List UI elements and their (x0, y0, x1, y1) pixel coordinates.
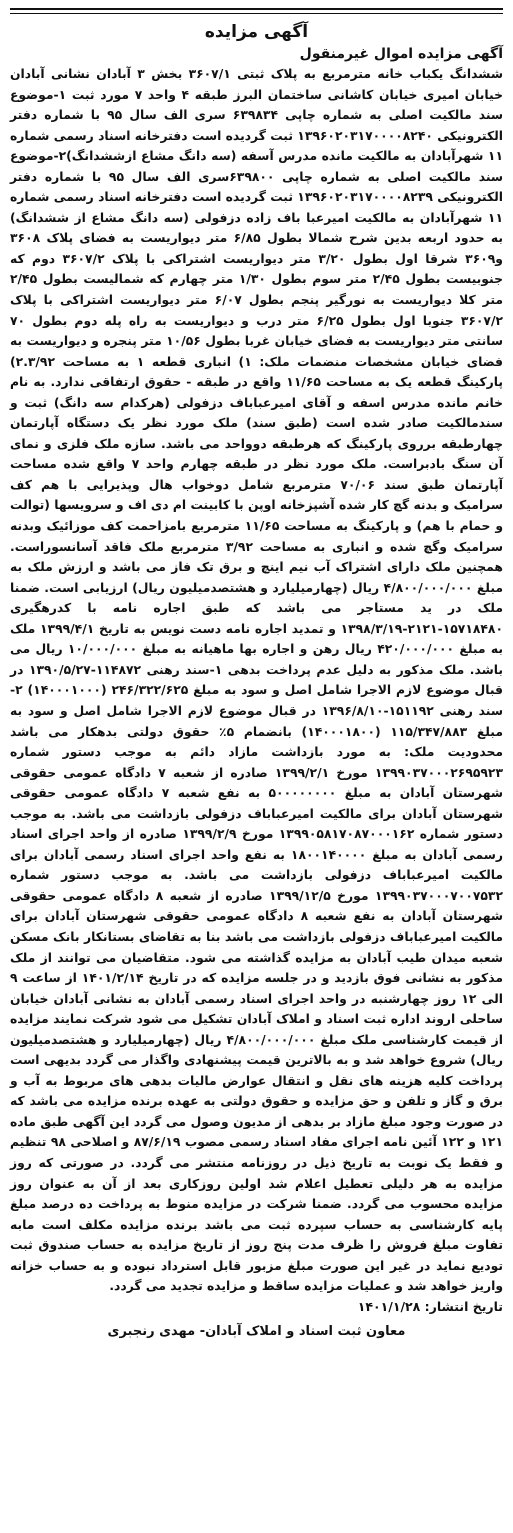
top-rule (10, 8, 503, 10)
notice-body-text: ششدانگ یکباب خانه مترمربع به پلاک ثبتی ۳۶۰۷/۱ بخش ۳ آبادان نشانی آبادان خیابان امیری خیابان کاشانی ساختمان البرز طبقه ۴ واحد ۷ مورد ثبت ۱-موضوع سند مالکیت اصلی به شماره چاپی ۶۳۹۸۳۴ سری الف سال ۹۵ با شماره دفتر الکترونیکی ۱۳۹۶۰۲۰۳۱۷۰۰۰۰۸۲۴۰ ثبت گردیده است دفترخانه اسناد رسمی شماره ۱۱ شهرآبادان به مالکیت مانده مدرس آسفه (سه دانگ مشاع ازششدانگ)۲-موضوع سند مالکیت اصلی به شماره چاپی ۶۳۹۸۰۰سری الف سال ۹۵ با شماره دفتر الکترونیکی ۱۳۹۶۰۲۰۳۱۷۰۰۰۰۸۲۳۹ ثبت گردیده است دفترخانه اسناد رسمی شماره ۱۱ شهرآبادان به مالکیت امیرعبا باف زاده دزفولی (سه دانگ مشاع از ششدانگ) به حدود اربعه بدین شرح شمالا بطول ۶/۸۵ متر دیواریست به فضای پلاک ۳۶۰۸ و۳۶۰۹ شرقا اول بطول ۳/۲۰ متر دیواریست اشتراکی با پلاک ۳۶۰۷/۲ دوم که جنوبیست بطول ۲/۴۵ متر سوم بطول ۱/۳۰ متر چهارم که شمالیست بطول ۲/۴۵ متر کلا دیواریست به نورگیر پنجم بطول ۶/۰۷ متر دیواریست اشتراکی با پلاک ۳۶۰۷/۲ جنوبا اول بطول ۶/۲۵ متر درب و دیواریست به راه پله دوم بطول ۷۰ سانتی متر دیواریست به فضای خیابان غربا بطول ۱۰/۵۶ متر پنجره و دیواریست به فضای خیابان مشخصات منضمات ملک: ۱) انباری قطعه ۱ به مساحت ۲.۳/۹۲) پارکینگ قطعه یک به مساحت ۱۱/۶۵ واقع در طبقه - حقوق ارتفاقی ندارد. به نام خانم مانده مدرس اسفه و آقای امیرعباباف دزفولی (هرکدام سه دانگ) ثبت و سندمالکیت صادر شده است (طبق سند) ملک مورد نظر یک دستگاه آپارتمان چهارطبقه برروی پارکینگ که هرطبقه دوواحد می باشد. سازه ملک فلزی و نمای آن سنگ بادبراست. ملک مورد نظر در طبقه چهارم واحد ۷ واقع شده مساحت آپارتمان طبق سند ۷۰/۰۶ مترمربع شامل دوخواب هال وپذیرایی با هم کف سرامیک و بدنه گچ کار شده آشپزخانه اوپن با کابینت ام دی اف و سرویسها (توالت و حمام با هم) و پارکینگ به مساحت ۱۱/۶۵ مترمربع بامزاحمت کف موزائیک وبدنه سرامیک وگچ شده و انباری به مساحت ۳/۹۲ مترمربع ملک فاقد آسانسوراست. همچنین ملک دارای اشتراک آب نیم اینچ و برق تک فاز می باشد و ارزش ملک به مبلغ ۴/۸۰۰/۰۰۰/۰۰۰ ریال (چهارمیلیارد و هشتصدمیلیون ریال) ارزیابی است. ضمنا ملک در ید مستاجر می باشد که طبق اجاره نامه با کدرهگیری ۱۵۷۱۸۴۸۰-۲۱۲۱-۱۳۹۸/۳/۱۹ و تمدید اجاره نامه دست نویس به تاریخ ۱۳۹۹/۴/۱ ملک به مبلغ ۴۲۰/۰۰۰/۰۰۰ ریال رهن و اجاره بها ماهیانه به مبلغ ۱۰/۰۰۰/۰۰۰ ریال می باشد. ملک مذکور به دلیل عدم پرداخت بدهی ۱-سند رهنی ۱۱۴۸۷۲-۱۳۹۰/۵/۲۷ در قبال موضوع لازم الاجرا شامل اصل و سود به مبلغ ۲۴۶/۳۲۲/۶۲۵ (۱۴۰۰۰۱۰۰۰) ۲-سند رهنی ۱۵۱۱۹۲-۱۳۹۶/۸/۱۰ در قبال موضوع لازم الاجرا شامل اصل و سود به مبلغ ۱۱۵/۳۴۷/۸۸۳ (۱۴۰۰۰۱۸۰۰) بانضمام ۵٪ حقوق دولتی بدهکار می باشد محدودیت ملک: به مورد بازداشت مازاد دائم به موجب دستور شماره ۱۳۹۹۰۳۷۰۰۰۲۶۹۵۹۲۳ مورخ ۱۳۹۹/۲/۱ صادره از شعبه ۷ دادگاه عمومی حقوقی شهرستان آبادان به مبلغ ۵۰۰۰۰۰۰۰۰ به نفع شعبه ۷ دادگاه عمومی حقوقی شهرستان آبادان برای مالکیت امیرعباباف دزفولی بازداشت می باشد. به موجب دستور شماره ۱۳۹۹۰۵۸۱۷۰۸۷۰۰۰۱۶۲ مورخ ۱۳۹۹/۲/۹ صادره از واحد اجرای اسناد رسمی آبادان به مبلغ ۱۸۰۰۱۴۰۰۰۰ به نفع واحد اجرای اسناد رسمی آبادان برای مالکیت امیرعباباف دزفولی بازداشت می باشد. به موجب دستور شماره ۱۳۹۹۰۳۷۰۰۰۷۰۰۷۵۳۲ مورخ ۱۳۹۹/۱۲/۵ صادره از شعبه ۸ دادگاه عمومی حقوقی شهرستان آبادان به نفع شعبه ۸ دادگاه عمومی حقوقی شهرستان آبادان برای مالکیت امیرعباباف دزفولی بازداشت می باشد بنا به تقاضای بستانکار بانک مسکن شعبه میدان طیب آبادان به مزایده گذاشته می شود. متقاضیان می توانند از ملک مذکور به نشانی فوق بازدید و در جلسه مزایده که در تاریخ ۱۴۰۱/۲/۱۴ از ساعت ۹ الی ۱۲ روز چهارشنبه در واحد اجرای اسناد رسمی آبادان به نشانی آبادان خیابان ساحلی اروند اداره ثبت اسناد و املاک آبادان تشکیل می شود شرکت نمایند مزایده از قیمت کارشناسی ملک مبلغ ۴/۸۰۰/۰۰۰/۰۰۰ ریال (چهارمیلیارد و هشتصدمیلیون ریال) شروع خواهد شد و به بالاترین قیمت پیشنهادی واگذار می گردد بدیهی است پرداخت کلیه هزینه های نقل و انتقال عوارض مالیات بدهی های مربوط به آب و برق و گاز و تلفن و حق مزایده و حقوق دولتی به عهده برنده مزایده می باشد که در صورت وجود مبلغ مازاد بر بدهی از مدیون وصول می گردد این آگهی طبق ماده ۱۲۱ و ۱۲۲ آئین نامه اجرای مفاد اسناد رسمی مصوب ۸۷/۶/۱۹ و اصلاحی ۹۸ تنظیم و فقط یک نوبت به تاریخ ذیل در روزنامه منتشر می گردد. در صورتی که روز مزایده به هر دلیلی تعطیل اعلام شد اولین روزکاری بعد از آن به عنوان روز مزایده محسوب می گردد. ضمنا شرکت در مزایده منوط به پرداخت ده درصد مبلغ پایه کارشناسی به حساب سپرده ثبت می باشد برنده مزایده مکلف است مابه تفاوت مبلغ فروش را ظرف مدت پنج روز از تاریخ مزایده به حساب صندوق ثبت تودیع نماید در غیر این صورت مبلغ مزبور قابل استرداد نبوده و به حساب خزانه واریز خواهد شد و عملیات مزایده ساقط و مزایده تجدید می گردد. (10, 67, 504, 1294)
notice-title: آگهی مزایده (204, 22, 309, 42)
publish-date: تاریخ انتشار: ۱۴۰۱/۱/۲۸ (357, 1298, 503, 1314)
notice-subtitle: آگهی مزایده اموال غیرمنقول (299, 46, 503, 62)
notice-body (10, 64, 503, 1297)
signature: معاون ثبت اسناد و املاک آبادان- مهدی رنجبری (107, 1323, 406, 1339)
top-rule-thin (10, 13, 503, 14)
